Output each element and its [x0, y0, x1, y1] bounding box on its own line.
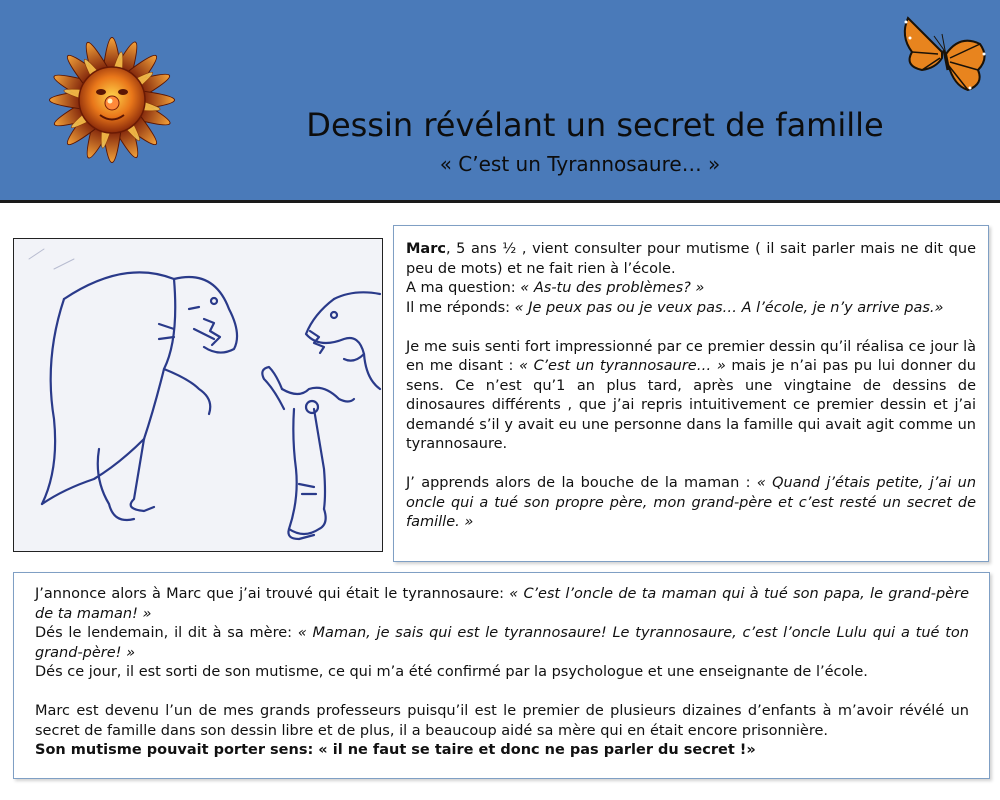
tyrannosaurus-drawing-icon [14, 239, 382, 551]
story-resolution-box [13, 572, 990, 779]
question-line: A ma question: « As-tu des problèmes? » [406, 280, 705, 296]
child-drawing [13, 238, 383, 552]
outcome-line: Dés ce jour, il est sorti de son mutisme, ce qui m’a été confirmé par la psychologue et une enseignante de l’école. [35, 664, 868, 680]
intro-paragraph: Marc, 5 ans ½ , vient consulter pour mutisme ( il sait parler mais ne dit que peu de mots) et ne fait rien à l’école. [406, 241, 976, 277]
page-title: Dessin révélant un secret de famille [306, 106, 884, 144]
mother-paragraph: J’ apprends alors de la bouche de la maman : « Quand j’étais petite, j’ai un oncle qui a tué son propre père, mon grand-père et c’est resté un secret de famille. » [406, 475, 977, 530]
answer-line: Il me réponds: « Je peux pas ou je veux pas… A l’école, je n’y arrive pas.» [406, 299, 944, 316]
sun-icon [0, 0, 230, 200]
conclusion-line: Son mutisme pouvait porter sens: « il ne faut se taire et donc ne pas parler du secret !» [35, 742, 756, 758]
teacher-paragraph: Marc est devenu l’un de mes grands professeurs puisqu’il est le premier de plusieurs dizaines d’enfants à m’avoir révélé un secret de famille dans son dessin libre et de plus, il a beaucoup aidé sa mère qui en était encore prisonnière. [35, 703, 969, 739]
header-banner [0, 0, 1000, 203]
butterfly-icon [898, 14, 990, 96]
story-intro-box [393, 225, 989, 562]
page-subtitle: « C’est un Tyrannosaure… » [439, 152, 721, 176]
announce-line: J’annonce alors à Marc que j’ai trouvé qui était le tyrannosaure: « C’est l’oncle de ta maman qui à tué son papa, le grand-père de ta maman! » [35, 586, 969, 622]
child-name: Marc [406, 241, 446, 257]
drawing-paragraph: Je me suis senti fort impressionné par ce premier dessin qu’il réalisa ce jour là en me disant : « C’est un tyrannosaure… » mais je n’ai pas pu lui donner du sens. Ce n’est qu’1 an plus tard, après une vingtaine de dessins de dinosaures différents , que j’ai repris intuitivement ce premier dessin et j’ai demandé s’il y avait eu une personne dans la famille qui avait agit comme un tyrannosaure. [406, 338, 976, 452]
next-day-line: Dés le lendemain, il dit à sa mère: « Maman, je sais qui est le tyrannosaure! Le tyrannosaure, c’est l’oncle Lulu qui a tué ton grand-père! » [35, 625, 969, 661]
